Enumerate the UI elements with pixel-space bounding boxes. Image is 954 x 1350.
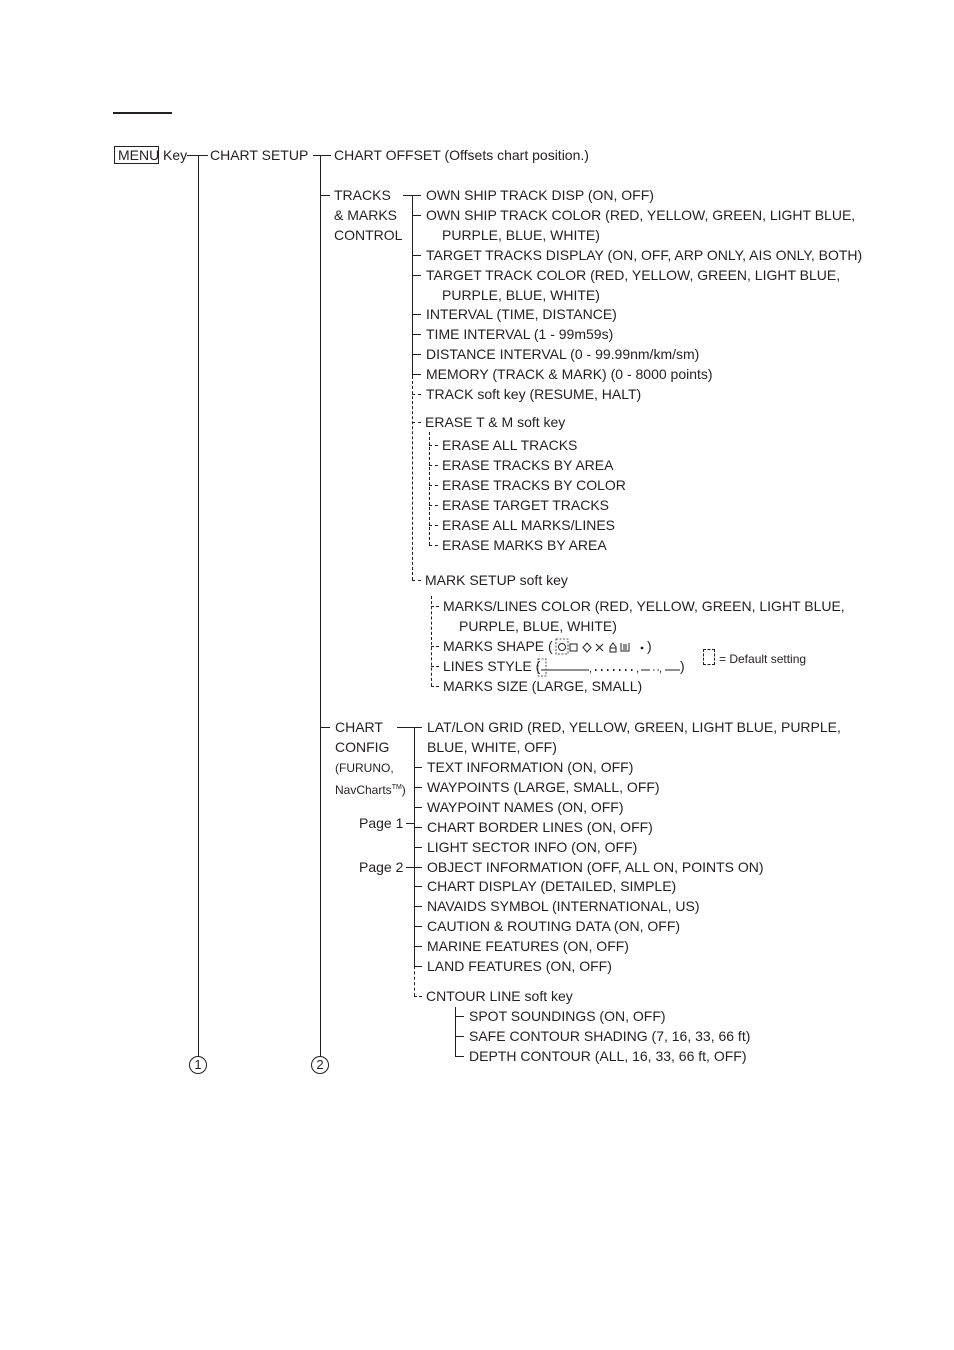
page-2-label: Page 2: [359, 859, 404, 875]
connector-line: [412, 374, 421, 375]
lines-style-label: LINES STYLE (: [443, 658, 541, 674]
default-marker-box: [538, 659, 546, 676]
page-1-label: Page 1: [359, 815, 404, 831]
connector-line: [429, 465, 438, 466]
lines-style-symbols: [537, 658, 683, 678]
connector-line: [397, 727, 422, 728]
connector-line: [414, 946, 422, 947]
connector-line: [412, 334, 421, 335]
erase-item: ERASE MARKS BY AREA: [442, 537, 607, 553]
connector-line: [320, 195, 330, 196]
connector-line: [412, 314, 421, 315]
chart-config-sub-2: NavCharts™): [335, 783, 406, 797]
connector-line: [320, 727, 330, 728]
tracks-item: INTERVAL (TIME, DISTANCE): [426, 306, 617, 322]
default-marker-box: [556, 639, 568, 654]
tracks-item: OWN SHIP TRACK DISP (ON, OFF): [426, 187, 654, 203]
tracks-item: TRACK soft key (RESUME, HALT): [426, 386, 642, 402]
chart-config-item: WAYPOINT NAMES (ON, OFF): [427, 799, 624, 815]
connector-line: [429, 445, 438, 446]
connector-line: [412, 394, 421, 395]
chart-config-title-1: CHART: [335, 719, 383, 735]
cross-mark-icon: [596, 644, 603, 651]
connector-line: [429, 525, 438, 526]
connector-line: [412, 195, 413, 376]
connector-line: [406, 823, 414, 824]
marks-shape-close: ): [647, 638, 652, 654]
connector-line: [455, 1036, 464, 1037]
chart-config-item: LAND FEATURES (ON, OFF): [427, 958, 612, 974]
connector-line: [412, 580, 421, 581]
connector-line: [412, 376, 413, 580]
circle-mark-icon: [559, 644, 566, 651]
connector-line: [406, 867, 414, 868]
connector-line: [429, 485, 438, 486]
chart-config-sub-1: (FURUNO,: [335, 761, 394, 775]
menu-key-label: MENU: [118, 147, 160, 163]
chart-setup-label: CHART SETUP: [210, 147, 309, 163]
erase-item: ERASE ALL MARKS/LINES: [442, 517, 615, 533]
connector-line: [431, 686, 439, 687]
connector-line: [429, 545, 438, 546]
chart-config-title-2: CONFIG: [335, 739, 390, 755]
marks-shape-symbols: [555, 638, 651, 656]
tracks-item: PURPLE, BLUE, WHITE): [442, 287, 600, 303]
connector-line: [431, 666, 439, 667]
diamond-mark-icon: [583, 643, 591, 652]
connector-line: [414, 867, 422, 868]
svg-text:,: ,: [659, 663, 663, 675]
dot-mark-icon: [641, 647, 644, 650]
connector-line: [414, 807, 422, 808]
marks-color-cont: PURPLE, BLUE, WHITE): [459, 618, 617, 634]
svg-text:,: ,: [589, 663, 593, 675]
connector-line: [412, 354, 421, 355]
svg-text:,: ,: [636, 663, 640, 675]
connector-line: [431, 606, 439, 607]
tracks-item: PURPLE, BLUE, WHITE): [442, 227, 600, 243]
connector-line: [313, 155, 331, 156]
chart-config-item: CAUTION & ROUTING DATA (ON, OFF): [427, 918, 681, 934]
square-mark-icon: [570, 644, 577, 651]
connector-line: [414, 966, 422, 967]
chart-offset-label: CHART OFFSET (Offsets chart position.): [334, 147, 589, 163]
connector-line: [414, 827, 422, 828]
connector-line: [198, 155, 199, 1056]
mark-setup-soft-key: MARK SETUP soft key: [425, 572, 568, 588]
marks-size: MARKS SIZE (LARGE, SMALL): [443, 678, 643, 694]
connector-marker-1: 1: [189, 1056, 207, 1074]
contour-item: SPOT SOUNDINGS (ON, OFF): [469, 1008, 666, 1024]
erase-item: ERASE ALL TRACKS: [442, 437, 578, 453]
connector-line: [412, 255, 421, 256]
contour-item: DEPTH CONTOUR (ALL, 16, 33, 66 ft, OFF): [469, 1048, 747, 1064]
header-rule: [113, 112, 172, 114]
tracks-item: TIME INTERVAL (1 - 99m59s): [426, 326, 614, 342]
flag-mark-icon: [610, 643, 616, 652]
menu-key-suffix: Key: [163, 147, 188, 163]
lines-style-close: ): [680, 658, 685, 674]
marks-shape-label: MARKS SHAPE (: [443, 638, 553, 654]
connector-line: [431, 646, 439, 647]
connector-line: [414, 966, 415, 996]
connector-line: [455, 1056, 464, 1057]
connector-line: [429, 432, 430, 545]
connector-line: [412, 215, 421, 216]
connector-line: [414, 767, 422, 768]
default-setting-legend: = Default setting: [719, 652, 807, 666]
connector-line: [412, 422, 421, 423]
chart-config-item: LIGHT SECTOR INFO (ON, OFF): [427, 839, 638, 855]
erase-soft-key: ERASE T & M soft key: [425, 414, 566, 430]
default-setting-box: [703, 649, 715, 665]
contour-item: SAFE CONTOUR SHADING (7, 16, 33, 66 ft): [469, 1028, 751, 1044]
marks-color: MARKS/LINES COLOR (RED, YELLOW, GREEN, LIGHT BLUE,: [443, 598, 845, 614]
connector-line: [414, 926, 422, 927]
connector-line: [455, 1007, 456, 1056]
connector-line: [414, 996, 422, 997]
erase-item: ERASE TARGET TRACKS: [442, 497, 610, 513]
fish-mark-icon: [621, 643, 629, 651]
chart-config-item: CHART DISPLAY (DETAILED, SIMPLE): [427, 878, 677, 894]
connector-line: [414, 886, 422, 887]
connector-line: [431, 596, 432, 686]
tracks-item: OWN SHIP TRACK COLOR (RED, YELLOW, GREEN, LIGHT BLUE,: [426, 207, 856, 223]
chart-config-item: LAT/LON GRID (RED, YELLOW, GREEN, LIGHT BLUE, PURPLE,: [427, 719, 841, 735]
chart-config-item: BLUE, WHITE, OFF): [427, 739, 557, 755]
tracks-item: DISTANCE INTERVAL (0 - 99.99nm/km/sm): [426, 346, 700, 362]
contour-soft-key: CNTOUR LINE soft key: [426, 988, 573, 1004]
tracks-item: TARGET TRACK COLOR (RED, YELLOW, GREEN, LIGHT BLUE,: [426, 267, 841, 283]
connector-line: [412, 275, 421, 276]
connector-line: [429, 505, 438, 506]
connector-line: [414, 847, 422, 848]
chart-config-item: OBJECT INFORMATION (OFF, ALL ON, POINTS ON): [427, 859, 764, 875]
connector-marker-2: 2: [311, 1056, 329, 1074]
chart-config-item: NAVAIDS SYMBOL (INTERNATIONAL, US): [427, 898, 700, 914]
tracks-item: TARGET TRACKS DISPLAY (ON, OFF, ARP ONLY, AIS ONLY, BOTH): [426, 247, 863, 263]
chart-config-item: TEXT INFORMATION (ON, OFF): [427, 759, 634, 775]
chart-config-item: MARINE FEATURES (ON, OFF): [427, 938, 629, 954]
erase-item: ERASE TRACKS BY AREA: [442, 457, 614, 473]
connector-line: [320, 155, 321, 1056]
erase-item: ERASE TRACKS BY COLOR: [442, 477, 626, 493]
connector-line: [455, 1016, 464, 1017]
tracks-title-1: TRACKS: [334, 187, 391, 203]
chart-config-item: WAYPOINTS (LARGE, SMALL, OFF): [427, 779, 660, 795]
connector-line: [414, 787, 422, 788]
connector-line: [414, 906, 422, 907]
chart-config-item: CHART BORDER LINES (ON, OFF): [427, 819, 653, 835]
tracks-title-3: CONTROL: [334, 227, 403, 243]
tracks-title-2: & MARKS: [334, 207, 398, 223]
tracks-item: MEMORY (TRACK & MARK) (0 - 8000 points): [426, 366, 713, 382]
